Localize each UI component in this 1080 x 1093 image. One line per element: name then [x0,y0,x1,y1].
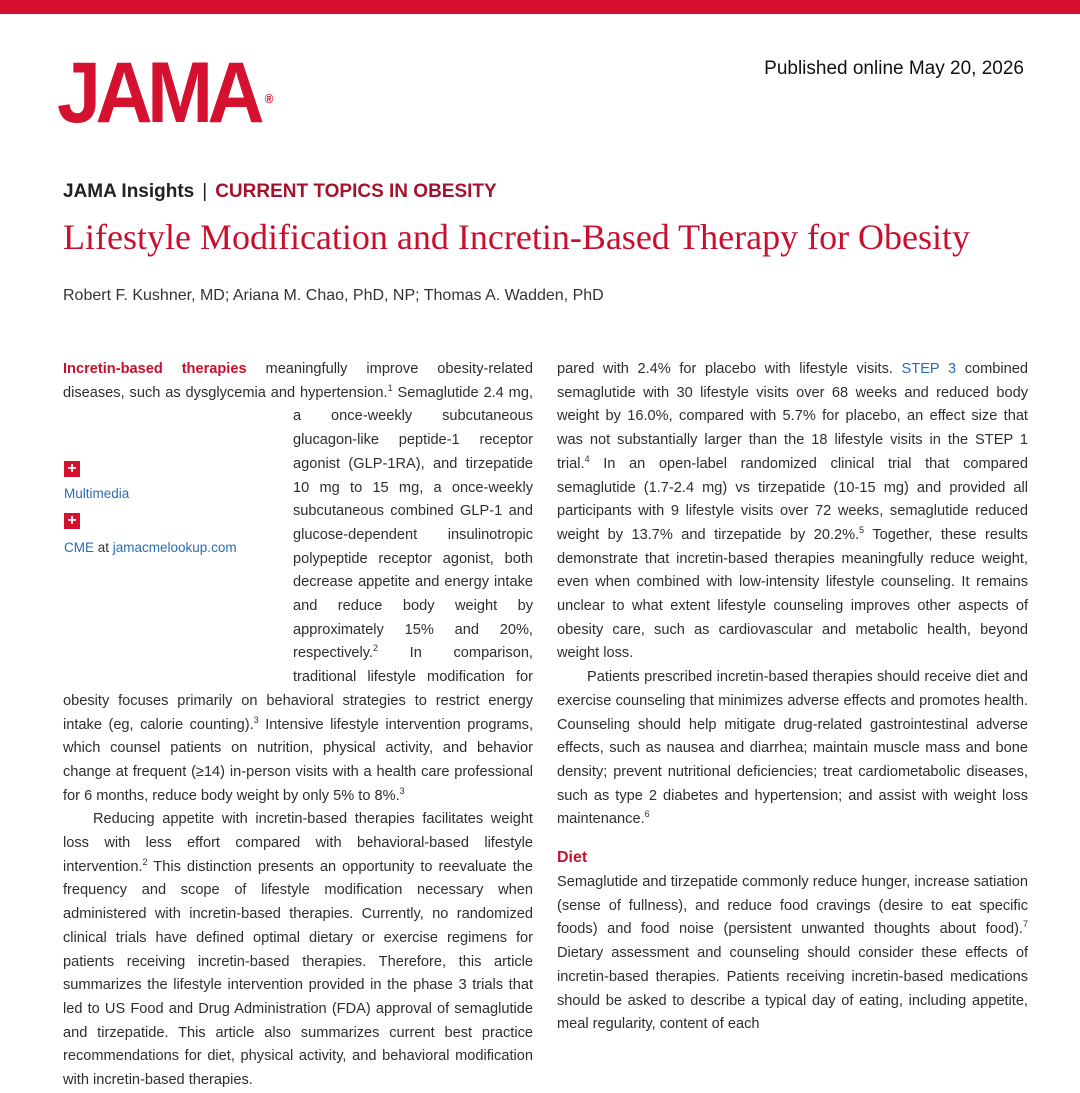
top-accent-bar [0,0,1080,14]
reference-link[interactable]: 2 [373,643,379,654]
cme-link[interactable]: CME at jamacmelookup.com [64,540,237,556]
reference-link[interactable]: 2 [142,856,148,867]
article-authors: Robert F. Kushner, MD; Ariana M. Chao, PhD, NP; Thomas A. Wadden, PhD [63,287,604,304]
paragraph-appetite: Reducing appetite with incretin-based therapies facilitates weight loss with less effort compared with behavioral-based lifestyle intervention.$^2$ This distinction presents an opportunity to reevaluate the frequency and scope of lifestyle modification necessary when administered with incretin-based therapies. Currently, no randomized clinical trials have defined optimal dietary or exercise regimens for patients receiving incretin-based therapies. Therefore, this article summarizes the lifestyle intervention provided in the phase 3 trials that led to US Food and Drug Administration (FDA) approval of semaglutide and tirzepatide. This article also summarizes current best practice recommendations for diet, physical activity, and behavioral modification with incretin-based therapies. [63,811,533,1089]
body-column-left [63,358,533,1093]
paragraph-diet: Semaglutide and tirzepatide commonly reduce hunger, increase satiation (sense of fullness), and reduce food cravings (desire to eat specific foods) and food noise (persistent unwanted thoughts about food).$^7$ Dietary assessment and counseling should consider these effects of incretin-based therapies. Patients receiving incretin-based medications should be asked to describe a typical day of eating, including appetite, meal regularity, content of each [557,874,1028,1033]
reference-link[interactable]: 7 [1022,919,1028,930]
reference-link[interactable]: 3 [253,714,259,725]
paragraph-step-trials: pared with 2.4% for placebo with lifestyle visits. STEP 3 combined semaglutide with 30 lifestyle visits over 68 weeks and reduced body weight by 16.0%, compared with 5.7% for placebo, an effect size that was not substantially larger than the 18 lifestyle visits in the STEP 1 trial.$^4$ In an open-label randomized clinical trial that compared semaglutide (1.7-2.4 mg) vs tirzepatide (10-15 mg) and provided all participants with 9 lifestyle visits over 72 weeks, semaglutide reduced weight by 13.7% and tirzepatide by 20.2%.$^5$ Together, these results demonstrate that incretin-based therapies meaningfully reduce weight, even when combined with low-intensity lifestyle counseling. It remains unclear to what extent lifestyle counseling improves other aspects of obesity care, such as cardiovascular and metabolic health, beyond weight loss. [557,361,1028,662]
multimedia-link[interactable]: Multimedia [64,486,130,502]
body-column-right [557,358,1028,1037]
section-label: JAMA Insights [63,181,195,202]
article-kicker [63,181,497,203]
section-heading-diet: Diet [557,849,588,867]
related-resources-sidebar [63,453,293,675]
jama-logo[interactable]: JAMA ® [57,45,274,141]
reference-link[interactable]: 6 [644,809,650,820]
plus-icon[interactable]: + [64,461,80,477]
paragraph-intro: Incretin-based therapies meaningfully improve obesity-related diseases, such as dysglycemia and hypertension.$^1$ + Multimedia + CME at jamacmelookup.com Semaglutide 2.4 mg, a once-weekly subcutaneous glucagon-like peptide-1 receptor agonist (GLP-1RA), and tirzepatide 10 mg to 15 mg, a once-weekly subcutaneous combined GLP-1 and glucose-dependent insulinotropic polypeptide receptor agonist, both decrease appetite and energy intake and reduce body weight by approximately 15% and 20%, respectively.$^2$ In comparison, traditional lifestyle modification for obesity focuses primarily on behavioral strategies to restrict energy intake (eg, calorie counting).$^3$ Intensive lifestyle intervention programs, which counsel patients on nutrition, physical activity, and behavior change at frequent (≥14) in-person visits with a health care professional for 6 months, reduce body weight by only 5% to 8%.$^3$ [63,361,533,804]
reference-link[interactable]: 4 [584,453,590,464]
article-title: Lifestyle Modification and Incretin-Based Therapy for Obesity [63,217,971,257]
lead-in-term: Incretin-based therapies [63,361,247,377]
registered-mark: ® [264,91,274,106]
reference-link[interactable]: 5 [859,525,865,536]
publication-date: Published online May 20, 2026 [764,58,1024,79]
step3-link[interactable]: STEP 3 [901,361,957,377]
paragraph-counseling: Patients prescribed incretin-based therapies should receive diet and exercise counseling that minimizes adverse effects and promotes health. Counseling should help mitigate drug-related gastrointestinal adverse effects, such as nausea and diarrhea; maintain muscle mass and bone density; prevent nutritional deficiencies; treat cardiometabolic diseases, such as type 2 diabetes and hypertension; and assist with weight loss maintenance.$^6$ [557,669,1028,828]
reference-link[interactable]: 1 [387,382,393,393]
topic-label[interactable]: CURRENT TOPICS IN OBESITY [215,181,497,202]
reference-link[interactable]: 3 [399,785,405,796]
plus-icon[interactable]: + [64,513,80,529]
kicker-separator: | [202,181,208,202]
